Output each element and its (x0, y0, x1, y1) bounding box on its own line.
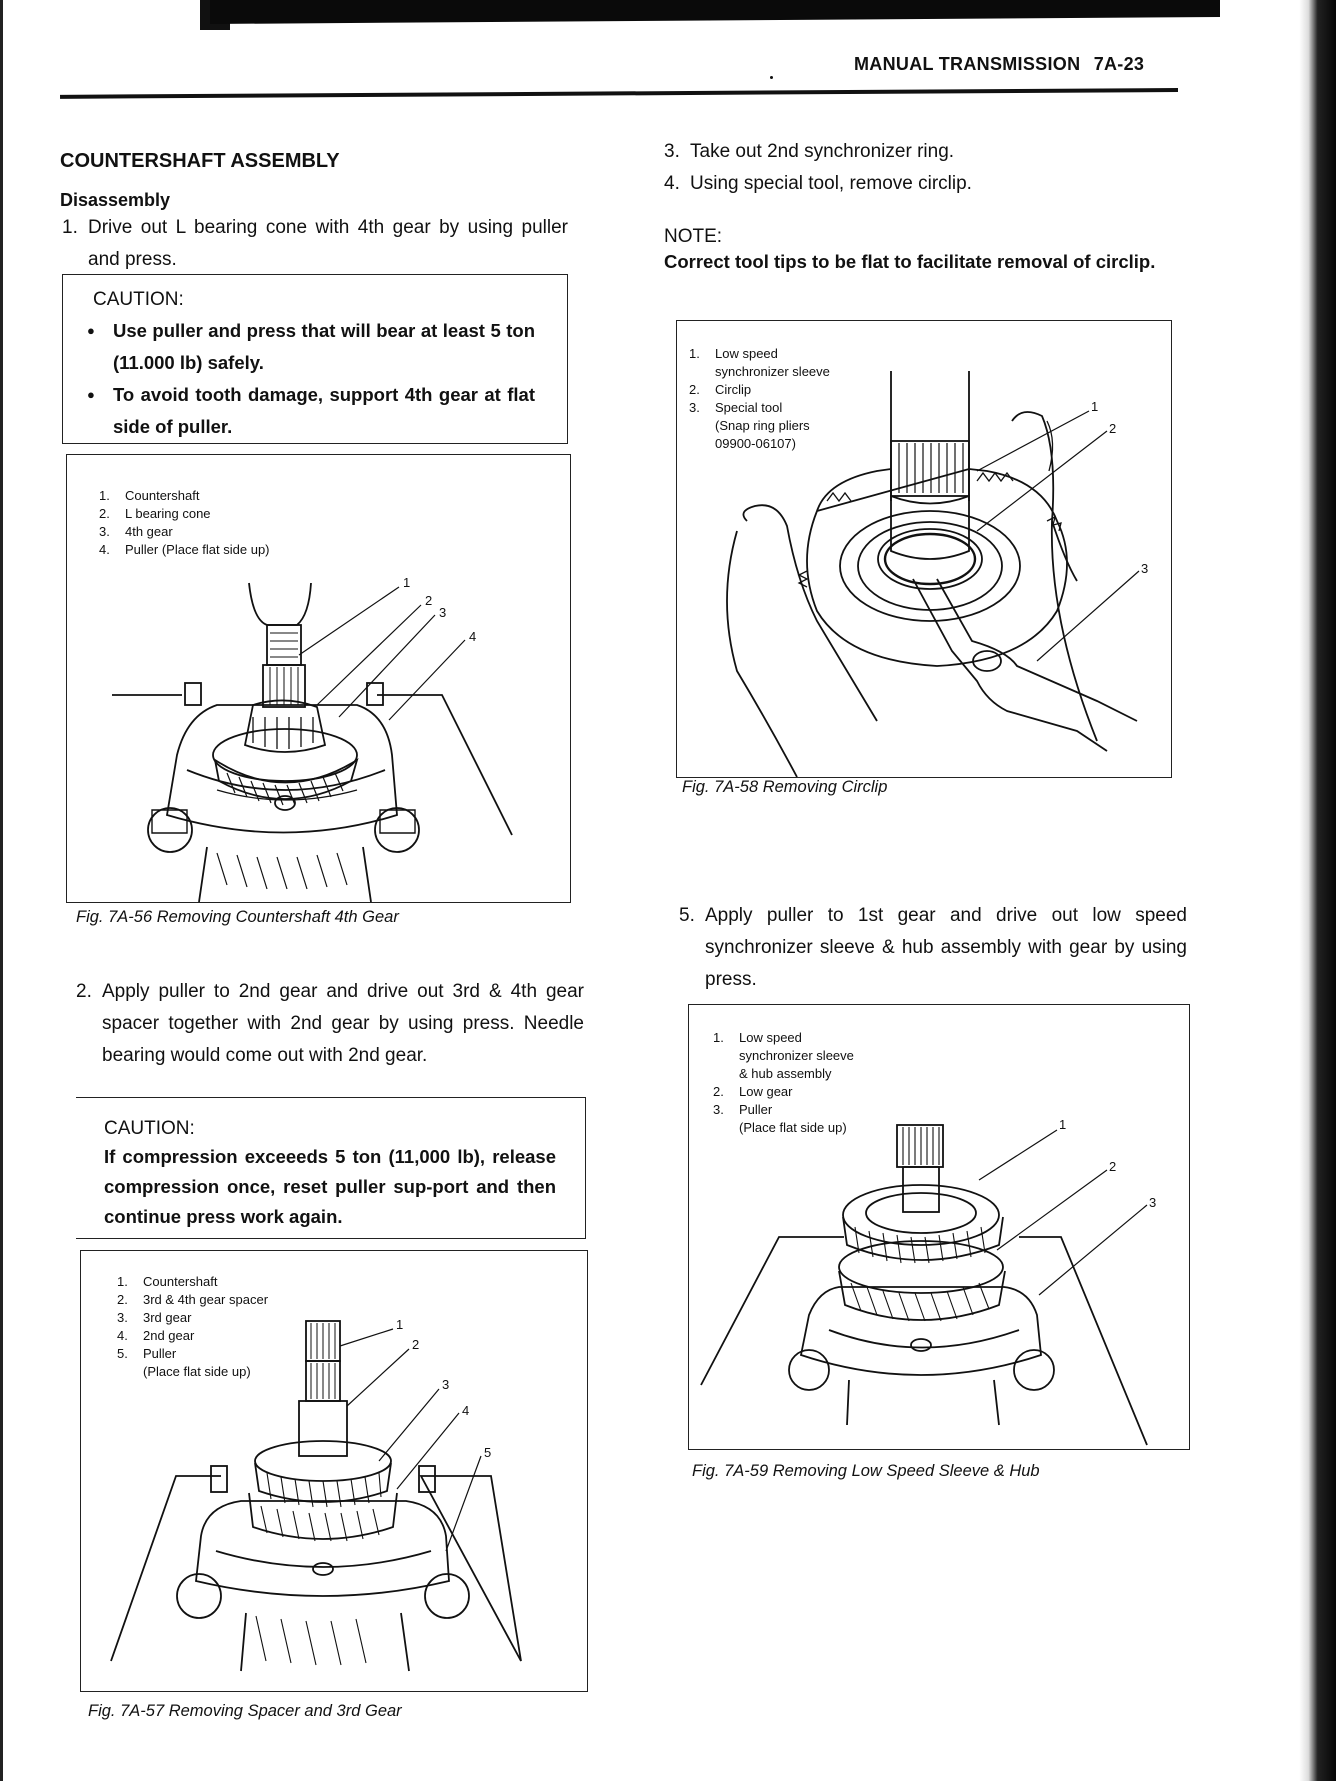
caution-text: If compression exceeeds 5 ton (11,000 lb), release compression once, reset puller sup-port and then continue press work again. (104, 1146, 556, 1227)
running-header (854, 54, 1144, 75)
scan-edge-artifact (1290, 0, 1336, 1781)
legend-subtext: synchronizer sleeve (715, 364, 830, 379)
figure-7a-57 (80, 1250, 588, 1692)
step-text: Apply puller to 1st gear and drive out low speed synchronizer sleeve & hub assembly with gear by using press. (705, 905, 1187, 990)
step-4 (664, 168, 1190, 200)
callout-label: 3 (1149, 1195, 1157, 1210)
legend-item: 2. L bearing cone (99, 506, 211, 521)
scan-edge-artifact (210, 0, 1220, 24)
countershaft-4th-gear-illustration (67, 455, 570, 902)
circlip-removal-illustration (677, 321, 1171, 777)
scan-speck (770, 76, 773, 79)
legend-item: 3. Special tool (689, 400, 783, 415)
figure-caption: Fig. 7A-58 Removing Circlip (682, 778, 888, 796)
legend-subtext: (Place flat side up) (143, 1364, 251, 1379)
note-title: NOTE: (664, 226, 723, 247)
section-title: COUNTERSHAFT ASSEMBLY (60, 150, 340, 172)
step-number: 4. (664, 173, 680, 194)
figure-7a-56 (66, 454, 571, 903)
legend-item: 5. Puller (117, 1346, 177, 1361)
low-speed-sleeve-hub-illustration (689, 1005, 1189, 1449)
step-text: Using special tool, remove circlip. (690, 173, 972, 194)
caution-title: CAUTION: (93, 289, 184, 310)
legend-item: 4. 2nd gear (117, 1328, 195, 1343)
caution-bullet: ● To avoid tooth damage, support 4th gear at flat side of puller. (85, 379, 535, 443)
callout-label: 1 (396, 1317, 404, 1332)
scan-edge-artifact (0, 0, 3, 1781)
legend-item: 1. Low speed (689, 346, 778, 361)
legend-item: 1. Countershaft (99, 488, 200, 503)
callout-label: 4 (469, 629, 477, 644)
step-text: Take out 2nd synchronizer ring. (690, 141, 955, 162)
subsection-title: Disassembly (60, 190, 171, 210)
legend-item: 3. 4th gear (99, 524, 173, 539)
legend-item: 3. 3rd gear (117, 1310, 192, 1325)
step-number: 3. (664, 141, 680, 162)
legend-subtext: (Place flat side up) (739, 1120, 847, 1135)
figure-7a-58 (676, 320, 1172, 778)
legend-item: 1. Countershaft (117, 1274, 218, 1289)
caution-box (76, 1097, 586, 1239)
legend-subtext: synchronizer sleeve (739, 1048, 854, 1063)
callout-label: 3 (439, 605, 447, 620)
step-text: Apply puller to 2nd gear and drive out 3rd & 4th gear spacer together with 2nd gear by using press. Needle bearing would come out with 2nd gear. (102, 981, 584, 1066)
legend-item: 2. Circlip (689, 382, 752, 397)
note-text: Correct tool tips to be flat to facilitate removal of circlip. (664, 251, 1156, 272)
callout-label: 2 (425, 593, 433, 608)
figure-caption: Fig. 7A-57 Removing Spacer and 3rd Gear (88, 1702, 402, 1720)
legend-subtext: 09900-06107) (715, 436, 796, 451)
callout-label: 2 (1109, 421, 1117, 436)
step-5 (679, 900, 1187, 996)
figure-caption: Fig. 7A-59 Removing Low Speed Sleeve & Hub (692, 1462, 1040, 1480)
callout-label: 4 (462, 1403, 470, 1418)
figure-caption: Fig. 7A-56 Removing Countershaft 4th Gear (76, 908, 399, 926)
step-2 (76, 976, 584, 1072)
legend-subtext: (Snap ring pliers (715, 418, 810, 433)
callout-label: 1 (403, 575, 411, 590)
running-title: MANUAL TRANSMISSION (854, 54, 1081, 74)
caution-bullet: ● Use puller and press that will bear at least 5 ton (11.000 lb) safely. (85, 315, 535, 379)
callout-label: 1 (1091, 399, 1099, 414)
callout-label: 2 (412, 1337, 420, 1352)
step-1 (62, 212, 568, 276)
step-number: 1. (62, 217, 78, 238)
header-rule (60, 88, 1178, 99)
callout-label: 1 (1059, 1117, 1067, 1132)
step-number: 5. (679, 905, 695, 926)
callout-label: 3 (442, 1377, 450, 1392)
legend-item: 4. Puller (Place flat side up) (99, 542, 270, 557)
legend-item: 2. 3rd & 4th gear spacer (117, 1292, 269, 1307)
spacer-3rd-gear-illustration (81, 1251, 587, 1691)
callout-label: 3 (1141, 561, 1149, 576)
legend-item: 3. Puller (713, 1102, 773, 1117)
page-number: 7A-23 (1093, 54, 1145, 74)
step-text: Drive out L bearing cone with 4th gear by using puller and press. (88, 217, 568, 270)
legend-item: 2. Low gear (713, 1084, 793, 1099)
legend-item: 1. Low speed (713, 1030, 802, 1045)
callout-label: 2 (1109, 1159, 1117, 1174)
figure-7a-59 (688, 1004, 1190, 1450)
callout-label: 5 (484, 1445, 492, 1460)
caution-box (62, 274, 568, 444)
legend-subtext: & hub assembly (739, 1066, 832, 1081)
step-number: 2. (76, 981, 92, 1002)
step-3 (664, 136, 1190, 168)
caution-list (85, 315, 535, 443)
caution-title: CAUTION: (104, 1118, 195, 1139)
